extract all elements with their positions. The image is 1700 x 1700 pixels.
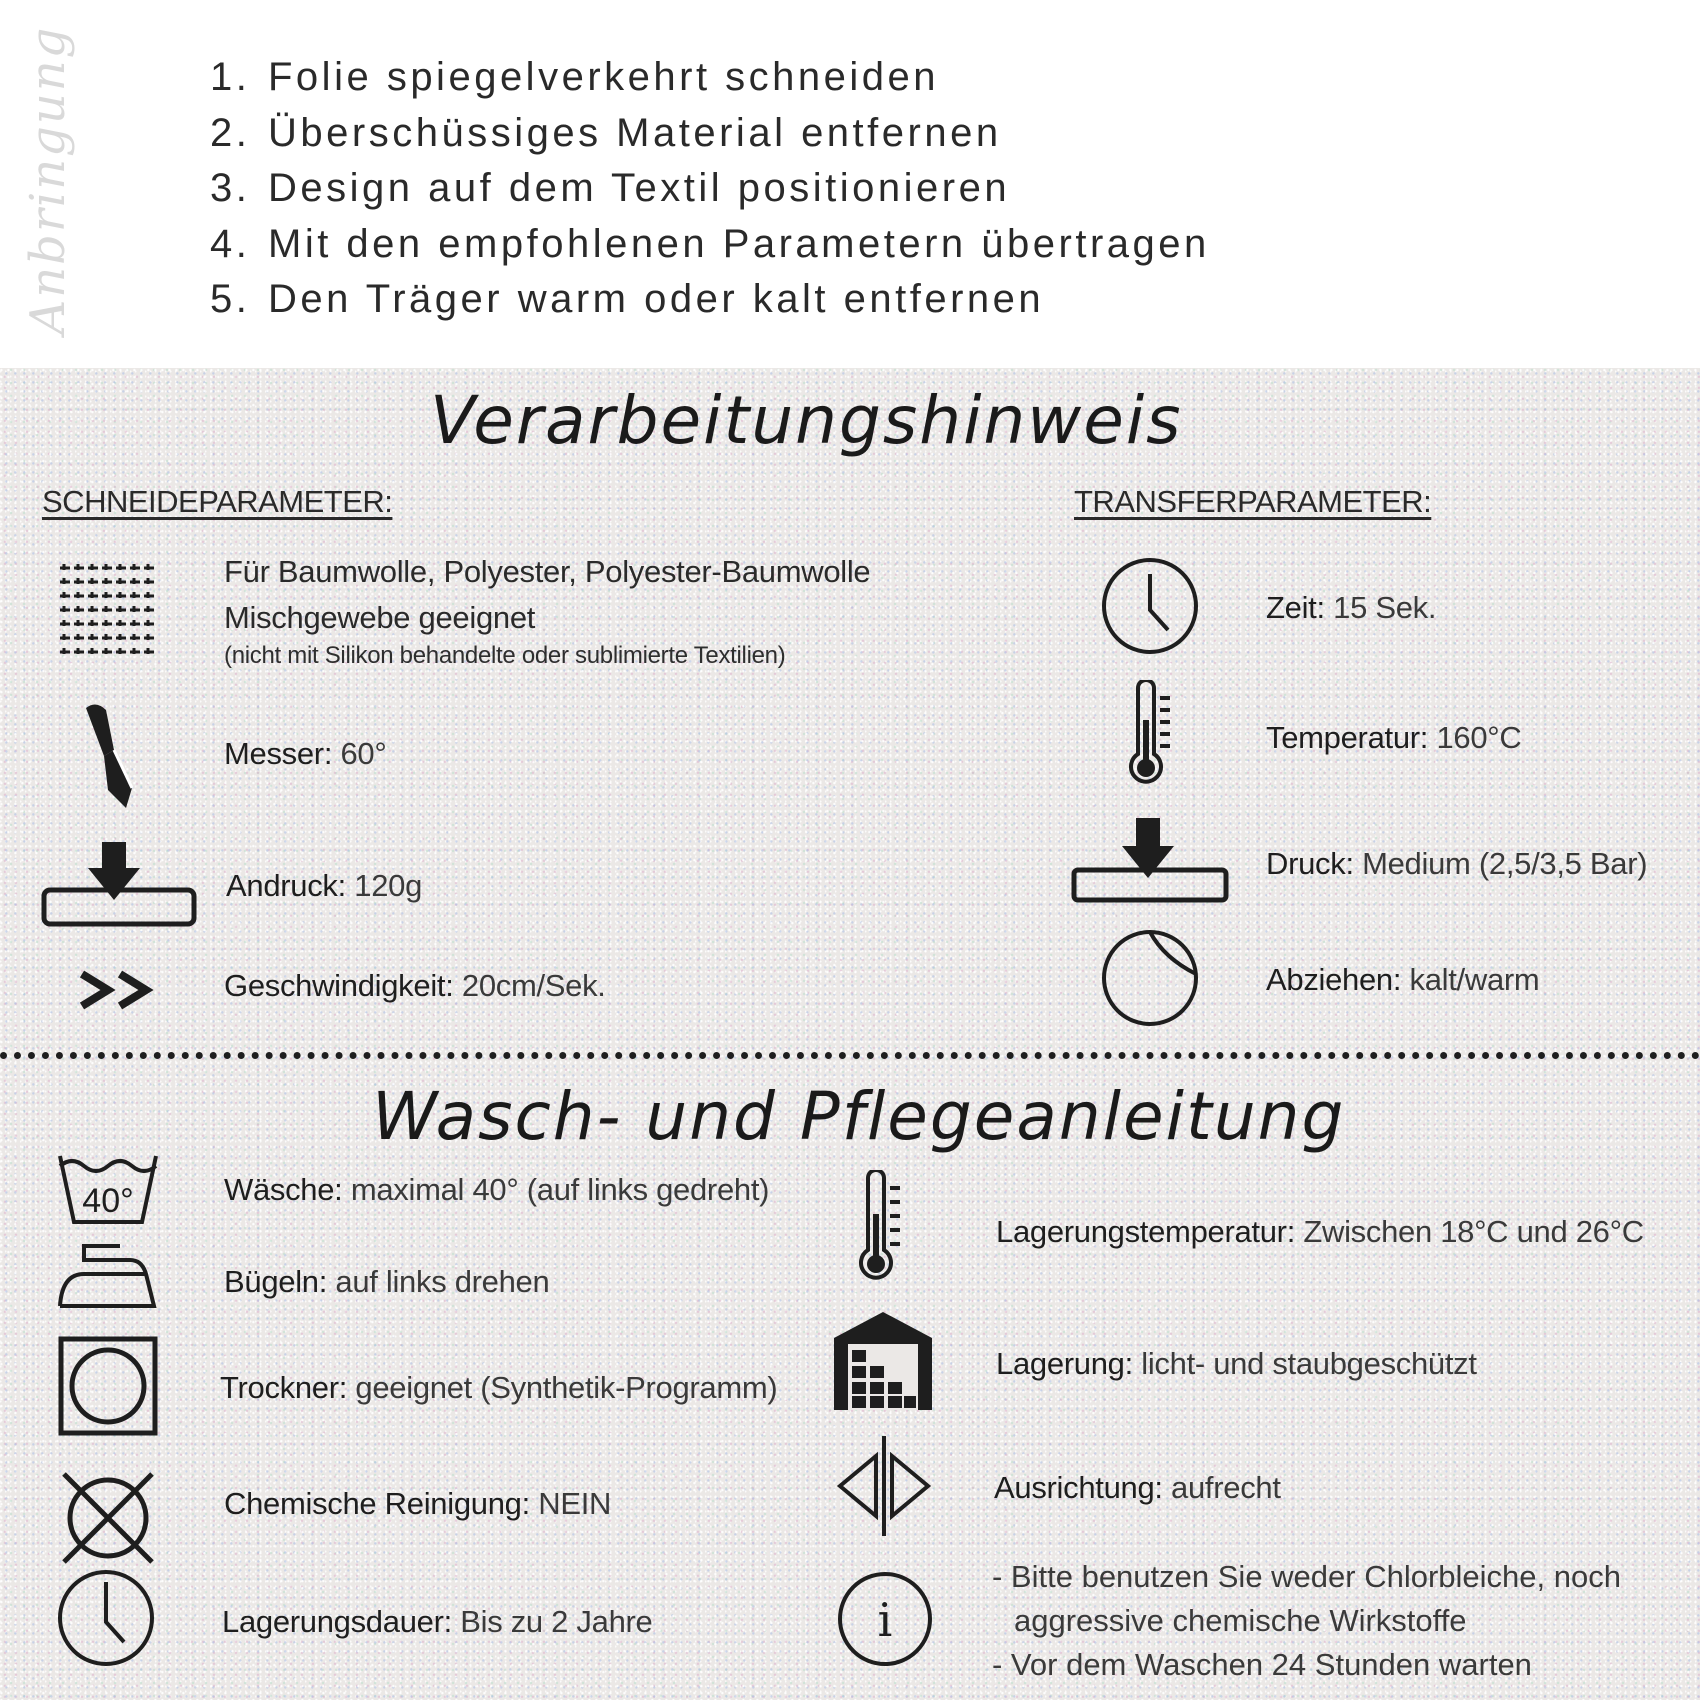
transfer-pressure-row: Druck: Medium (2,5/3,5 Bar) — [1266, 846, 1648, 881]
thermometer-icon — [1128, 680, 1178, 790]
info-icon — [836, 1570, 934, 1668]
wash-row: Wäsche: maximal 40° (auf links gedreht) — [224, 1172, 770, 1207]
warehouse-icon — [832, 1308, 934, 1412]
cutting-heading: SCHNEIDEPARAMETER: — [42, 484, 393, 519]
step-item: 1. Folie spiegelverkehrt schneiden — [210, 55, 940, 99]
peel-row: Abziehen: kalt/warm — [1266, 962, 1540, 997]
storage-thermometer-icon — [858, 1170, 908, 1286]
step-item: 5. Den Träger warm oder kalt entfernen — [210, 277, 1045, 321]
iron-icon — [56, 1240, 160, 1312]
step-item: 3. Design auf dem Textil positionieren — [210, 166, 1011, 210]
storage-temp-row: Lagerungstemperatur: Zwischen 18°C und 26°C — [996, 1214, 1644, 1249]
orientation-row: Ausrichtung: aufrecht — [994, 1470, 1281, 1505]
dryer-row: Trockner: geeignet (Synthetik-Programm) — [220, 1370, 778, 1405]
fabric-weave-icon — [56, 560, 158, 662]
clock-icon — [1100, 556, 1200, 656]
storage-row: Lagerung: licht- und staubgeschützt — [996, 1346, 1477, 1381]
fabric-line1: Für Baumwolle, Polyester, Polyester-Baumwolle — [224, 554, 871, 589]
care-note-2: - Vor dem Waschen 24 Stunden warten — [992, 1647, 1532, 1682]
peel-icon — [1100, 928, 1200, 1028]
orientation-icon — [836, 1434, 932, 1538]
speed-chevrons-icon — [78, 968, 162, 1012]
duration-clock-icon — [56, 1568, 156, 1668]
fabric-line2: Mischgewebe geeignet — [224, 600, 536, 635]
press-pressure-icon — [1070, 816, 1230, 906]
iron-row: Bügeln: auf links drehen — [224, 1264, 550, 1299]
section-divider — [0, 1052, 1700, 1059]
chem-row: Chemische Reinigung: NEIN — [224, 1486, 612, 1521]
knife-icon — [74, 700, 144, 810]
knife-row: Messer: 60° — [224, 736, 387, 771]
care-title: Wasch- und Pflegeanleitung — [372, 1078, 1346, 1155]
pressure-icon — [40, 840, 200, 930]
duration-row: Lagerungsdauer: Bis zu 2 Jahre — [222, 1604, 653, 1639]
transfer-heading: TRANSFERPARAMETER: — [1074, 484, 1432, 519]
info-letter: i — [877, 1593, 893, 1647]
speed-row: Geschwindigkeit: 20cm/Sek. — [224, 968, 606, 1003]
care-note-1: - Bitte benutzen Sie weder Chlorbleiche, noch — [992, 1559, 1621, 1594]
dryer-icon — [58, 1336, 158, 1436]
step-item: 2. Überschüssiges Material entfernen — [210, 110, 1002, 155]
time-row: Zeit: 15 Sek. — [1266, 590, 1437, 625]
wash-temp-text: 40° — [82, 1182, 134, 1220]
step-item: 4. Mit den empfohlenen Parametern übertragen — [210, 221, 1210, 266]
processing-title: Verarbeitungshinweis — [430, 382, 1183, 459]
side-label: Anbringung — [20, 25, 76, 335]
steps-list — [210, 50, 1210, 328]
fabric-note: (nicht mit Silikon behandelte oder sublimierte Textilien) — [224, 642, 786, 669]
wash-tub-icon — [56, 1152, 160, 1226]
care-note-1b: aggressive chemische Wirkstoffe — [1014, 1603, 1467, 1638]
pressure-row: Andruck: 120g — [226, 868, 423, 903]
no-dry-clean-icon — [58, 1468, 158, 1568]
temperature-row: Temperatur: 160°C — [1266, 720, 1522, 755]
care-notes — [992, 1555, 1621, 1687]
